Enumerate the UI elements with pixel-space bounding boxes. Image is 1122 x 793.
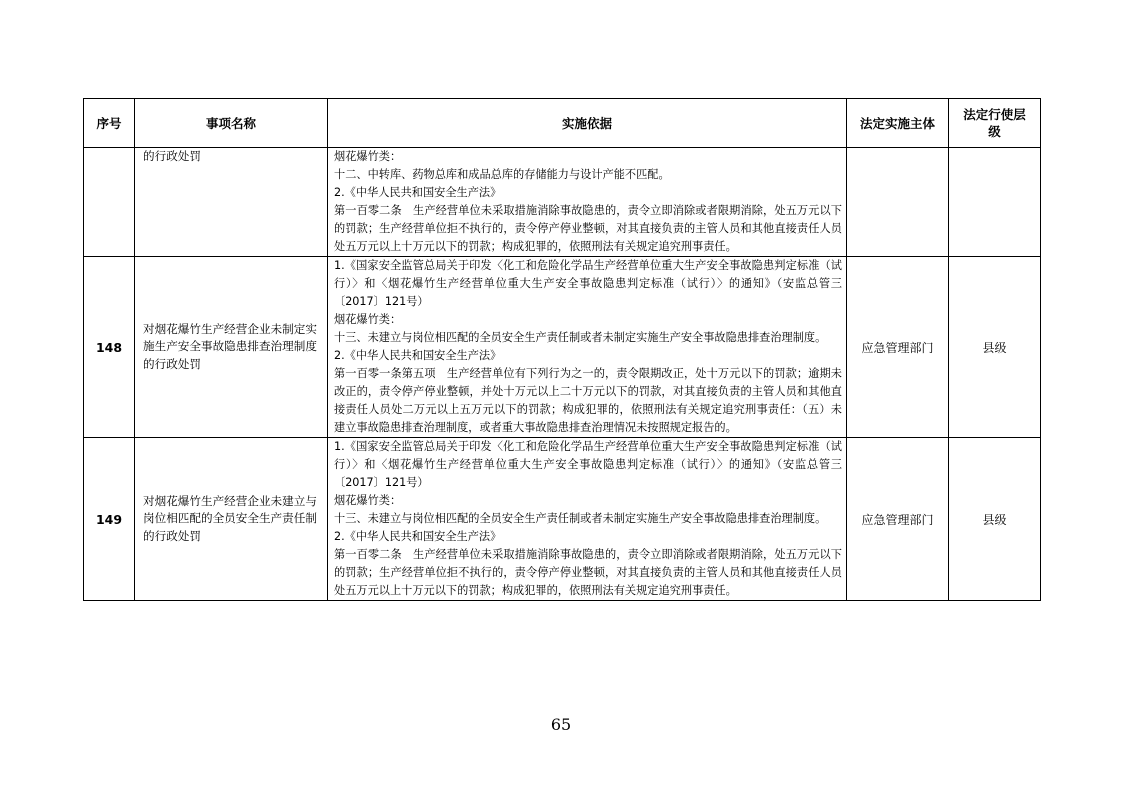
table-header-row: [84, 99, 1041, 148]
row-subject: 应急管理部门: [847, 438, 949, 601]
basis-line: 十三、未建立与岗位相匹配的全员安全生产责任制或者未制定实施生产安全事故隐患排查治理制度。: [334, 512, 827, 525]
row-name: 对烟花爆竹生产经营企业未建立与岗位相匹配的全员安全生产责任制的行政处罚: [135, 438, 328, 601]
basis-line: 十三、未建立与岗位相匹配的全员安全生产责任制或者未制定实施生产安全事故隐患排查治理制度。: [334, 331, 827, 344]
row-name: 对烟花爆竹生产经营企业未制定实施生产安全事故隐患排查治理制度的行政处罚: [135, 257, 328, 438]
row-basis: [328, 257, 847, 438]
row-number: 149: [84, 438, 135, 601]
row-number: [84, 148, 135, 257]
row-basis: [328, 438, 847, 601]
row-basis: [328, 148, 847, 257]
basis-line: 2.《中华人民共和国安全生产法》: [334, 530, 502, 543]
page-number: 65: [550, 715, 572, 734]
row-number: 148: [84, 257, 135, 438]
row-level: 县级: [949, 438, 1041, 601]
basis-line: 十二、中转库、药物总库和成品总库的存储能力与设计产能不匹配。: [334, 168, 670, 181]
basis-line: 烟花爆竹类：: [334, 150, 402, 163]
matters-table: [83, 98, 1041, 601]
row-level: 县级: [949, 257, 1041, 438]
header-no: 序号: [84, 99, 135, 148]
row-subject: 应急管理部门: [847, 257, 949, 438]
basis-line: 1.《国家安全监管总局关于印发〈化工和危险化学品生产经营单位重大生产安全事故隐患判定标准（试行）〉和〈烟花爆竹生产经营单位重大生产安全事故隐患判定标准（试行）〉的通知》（安监总管三〔2017〕121号）: [334, 440, 842, 489]
table-row: [84, 257, 1041, 438]
basis-line: 第一百零二条 生产经营单位未采取措施消除事故隐患的，责令立即消除或者限期消除，处五万元以下的罚款；生产经营单位拒不执行的，责令停产停业整顿，对其直接负责的主管人员和其他直接责任人员处五万元以上十万元以下的罚款；构成犯罪的，依照刑法有关规定追究刑事责任。: [334, 548, 842, 597]
basis-line: 第一百零一条第五项 生产经营单位有下列行为之一的，责令限期改正，处十万元以下的罚款；逾期未改正的，责令停产停业整顿，并处十万元以上二十万元以下的罚款，对其直接负责的主管人员和其他直接责任人员处二万元以上五万元以下的罚款；构成犯罪的，依照刑法有关规定追究刑事责任：（五）未建立事故隐患排查治理制度，或者重大事故隐患排查治理情况未按照规定报告的。: [334, 367, 842, 434]
basis-line: 1.《国家安全监管总局关于印发〈化工和危险化学品生产经营单位重大生产安全事故隐患判定标准（试行）〉和〈烟花爆竹生产经营单位重大生产安全事故隐患判定标准（试行）〉的通知》（安监总管三〔2017〕121号）: [334, 259, 842, 308]
row-subject: [847, 148, 949, 257]
basis-line: 2.《中华人民共和国安全生产法》: [334, 186, 502, 199]
header-level: 法定行使层级: [949, 99, 1041, 148]
header-basis: 实施依据: [328, 99, 847, 148]
header-name: 事项名称: [135, 99, 328, 148]
table-row: [84, 438, 1041, 601]
basis-line: 第一百零二条 生产经营单位未采取措施消除事故隐患的，责令立即消除或者限期消除，处五万元以下的罚款；生产经营单位拒不执行的，责令停产停业整顿，对其直接负责的主管人员和其他直接责任人员处五万元以上十万元以下的罚款；构成犯罪的，依照刑法有关规定追究刑事责任。: [334, 204, 842, 253]
header-subject: 法定实施主体: [847, 99, 949, 148]
basis-line: 2.《中华人民共和国安全生产法》: [334, 349, 502, 362]
basis-line: 烟花爆竹类：: [334, 313, 402, 326]
row-name: 的行政处罚: [135, 148, 328, 257]
basis-line: 烟花爆竹类：: [334, 494, 402, 507]
table-row: [84, 148, 1041, 257]
row-level: [949, 148, 1041, 257]
